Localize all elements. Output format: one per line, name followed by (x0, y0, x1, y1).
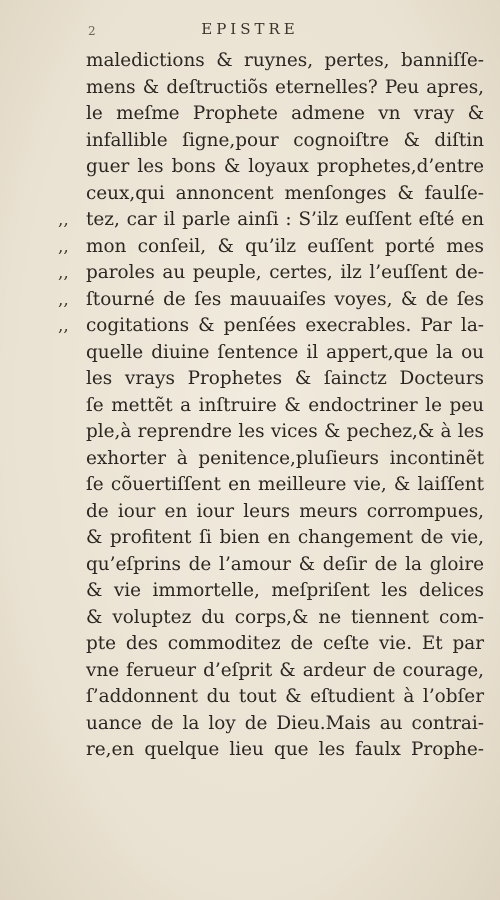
text-line (0, 393, 500, 420)
line-text: exhorter à penitence,pluſieurs incontinẽt (86, 447, 484, 469)
text-line (0, 631, 500, 658)
body-text (0, 48, 500, 764)
text-line (0, 525, 500, 552)
text-line (0, 48, 500, 75)
line-text: paroles au peuple, certes, ilz l’euſſent de- (86, 262, 484, 283)
quotation-marker: ,, (58, 263, 69, 283)
text-line (0, 472, 500, 499)
line-text: ple,à reprendre les vices & pechez,& à les (86, 421, 484, 442)
line-text: vne ferueur d’eſprit & ardeur de courage, (86, 659, 484, 681)
line-text: & vie immortelle, meſpriſent les delices (86, 580, 484, 601)
quotation-marker: ,, (58, 210, 69, 230)
line-text: ſtourné de ſes mauuaiſes voyes, & de ſes (86, 288, 484, 310)
line-text: & voluptez du corps,& ne tiennent com- (86, 606, 484, 628)
text-line (0, 234, 500, 261)
page-number: 2 (88, 24, 96, 38)
text-line (0, 75, 500, 102)
text-line (0, 340, 500, 367)
text-line (0, 737, 500, 764)
text-line (0, 366, 500, 393)
line-text: ſe mettẽt a inſtruire & endoctriner le peu (86, 394, 484, 416)
line-text: ceux,qui annoncent menſonges & faulſe- (86, 182, 484, 204)
line-text: maledictions & ruynes, pertes, banniſſe- (86, 50, 484, 71)
line-text: re,en quelque lieu que les faulx Prophe- (86, 739, 484, 760)
text-line (0, 128, 500, 155)
text-line (0, 207, 500, 234)
line-text: infallible ſigne,pour cognoiſtre & diſtin (86, 129, 484, 151)
line-text: les vrays Prophetes & ſainctz Docteurs (86, 368, 484, 389)
text-line (0, 711, 500, 738)
text-line (0, 578, 500, 605)
text-line (0, 154, 500, 181)
line-text: qu’eſprins de l’amour & deſir de la gloire (86, 553, 484, 575)
line-text: ſe cõuertiſſent en meilleure vie, & laiſſent (86, 474, 484, 495)
text-line (0, 605, 500, 632)
text-line (0, 181, 500, 208)
text-line (0, 260, 500, 287)
text-line (0, 419, 500, 446)
text-line (0, 287, 500, 314)
line-text: cogitations & penſées execrables. Par la- (86, 315, 484, 336)
line-text: guer les bons & loyaux prophetes,d’entre (86, 156, 484, 177)
text-line (0, 499, 500, 526)
text-line (0, 446, 500, 473)
text-line (0, 552, 500, 579)
line-text: mon conſeil, & qu’ilz euſſent porté mes (86, 235, 484, 257)
quotation-marker: ,, (58, 316, 69, 336)
line-text: uance de la loy de Dieu.Mais au contrai- (86, 712, 484, 734)
line-text: le meſme Prophete admene vn vray & (86, 103, 484, 124)
line-text: de iour en iour leurs meurs corrompues, (86, 500, 484, 522)
quotation-marker: ,, (58, 289, 69, 310)
text-line (0, 313, 500, 340)
line-text: & profitent ſi bien en changement de vie, (86, 527, 484, 548)
line-text: tez, car il parle ainſi : S’ilz euſſent eſté en (86, 209, 484, 230)
line-text: quelle diuine ſentence il appert,que la ou (86, 341, 484, 363)
text-line (0, 658, 500, 685)
line-text: pte des commoditez de ceſte vie. Et par (86, 633, 484, 654)
line-text: mens & deſtructiõs eternelles? Peu apres, (86, 76, 484, 98)
running-title: EPISTRE (201, 20, 299, 38)
quotation-marker: ,, (58, 236, 69, 257)
text-line (0, 101, 500, 128)
line-text: ſ’addonnent du tout & eſtudient à l’obſer (86, 686, 484, 707)
text-line (0, 684, 500, 711)
page-header (0, 20, 500, 42)
